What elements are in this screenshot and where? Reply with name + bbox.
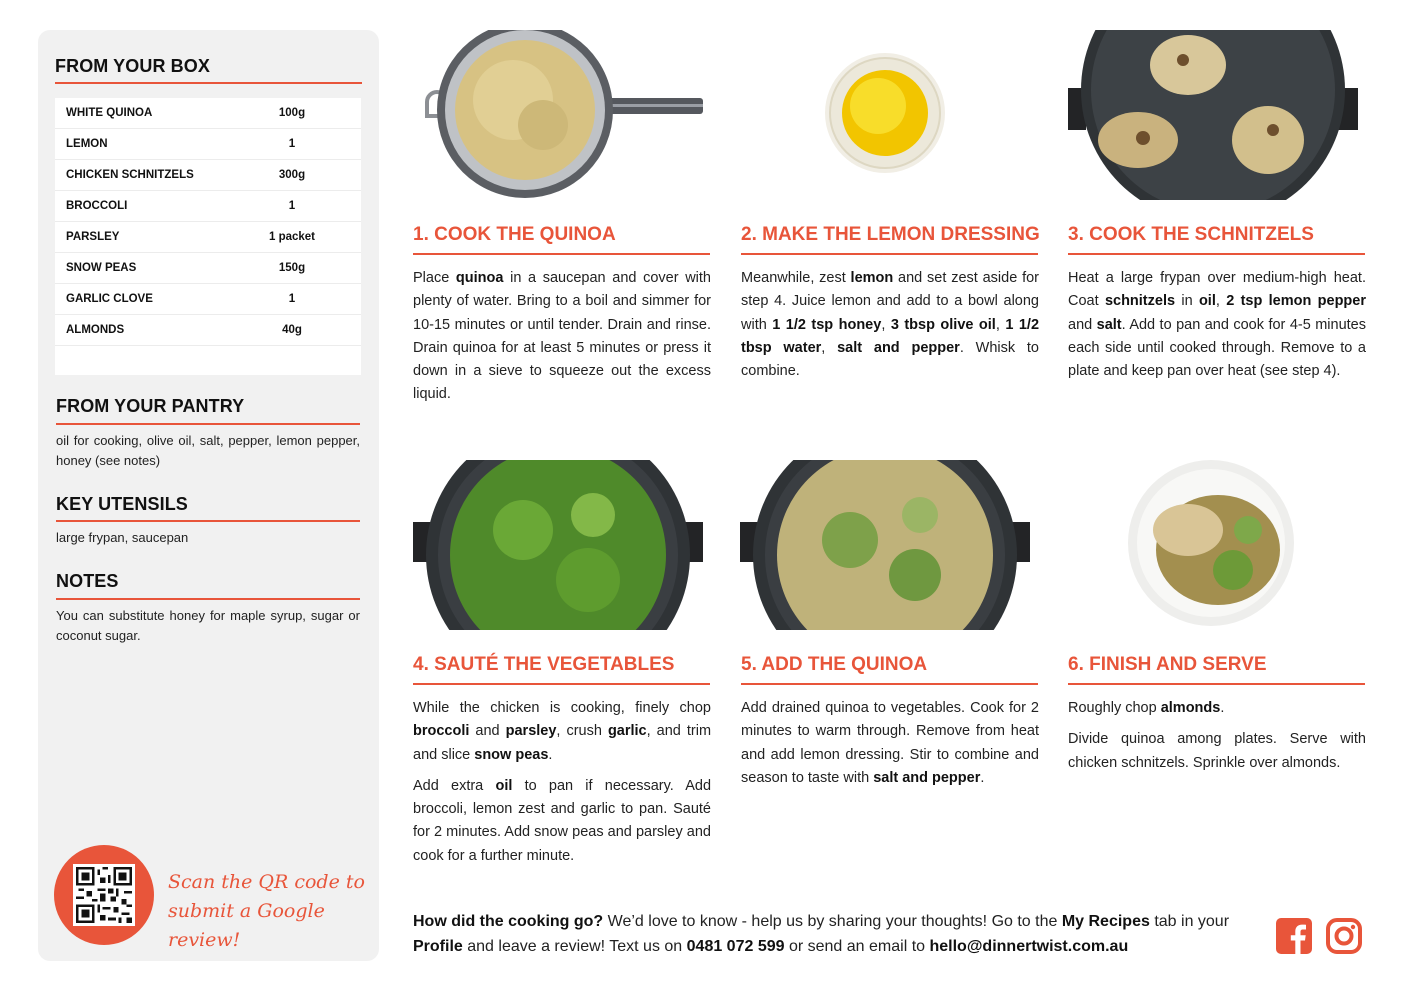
step-title: 4. SAUTÉ THE VEGETABLES bbox=[413, 654, 675, 675]
facebook-icon[interactable] bbox=[1276, 918, 1312, 954]
text-run: schnitzels bbox=[1104, 293, 1176, 310]
step-paragraph bbox=[1068, 728, 1366, 775]
text-run: How did the cooking go? bbox=[413, 913, 604, 930]
ingredient-name: SNOW PEAS bbox=[66, 262, 137, 274]
step-title: 6. FINISH AND SERVE bbox=[1068, 654, 1267, 675]
text-run: 2 tsp lemon pepper bbox=[1226, 293, 1366, 310]
ingredient-qty: 150g bbox=[278, 262, 306, 274]
text-run: and bbox=[1068, 316, 1097, 333]
title-divider bbox=[55, 82, 362, 84]
step-paragraph bbox=[1068, 267, 1366, 383]
pantry-text: oil for cooking, olive oil, salt, pepper, lemon pepper, honey (see notes) bbox=[56, 433, 360, 468]
text-run: 1 1/2 tsp honey bbox=[772, 316, 882, 333]
ingredient-row bbox=[55, 191, 361, 222]
notes-text: You can substitute honey for maple syrup, sugar or coconut sugar. bbox=[56, 608, 360, 643]
ingredient-qty: 1 bbox=[288, 200, 296, 212]
text-run: Heat a large frypan over medium-high heat. Coat bbox=[1068, 270, 1366, 310]
text-run: parsley bbox=[505, 723, 557, 740]
step-body bbox=[741, 697, 1039, 790]
ingredient-qty: 1 bbox=[288, 293, 296, 305]
text-run: Place bbox=[413, 270, 456, 286]
key-utensils-title: KEY UTENSILS bbox=[56, 494, 188, 514]
text-run: broccoli bbox=[413, 723, 470, 740]
text-run: We’d love to know - help us by sharing your thoughts! Go to the bbox=[603, 913, 1062, 930]
qr-code-icon[interactable] bbox=[73, 864, 135, 926]
qr-caption-line: Scan the QR code to bbox=[168, 871, 365, 893]
text-run: Add drained quinoa to vegetables. Cook for 2 minutes to warm through. Remove from heat and add lemon dressing. Stir to combine and season to taste with bbox=[741, 700, 1039, 786]
step-title: 5. ADD THE QUINOA bbox=[741, 654, 928, 675]
text-run: oil bbox=[495, 777, 513, 794]
ingredient-name: WHITE QUINOA bbox=[66, 107, 153, 119]
text-run: Add extra bbox=[413, 777, 496, 794]
step-title: 1. COOK THE QUINOA bbox=[413, 224, 616, 245]
step-paragraph bbox=[741, 697, 1039, 790]
text-run: , and trim and slice bbox=[413, 723, 712, 763]
text-run: . Whisk to combine. bbox=[741, 339, 1039, 380]
text-run: Meanwhile, zest bbox=[741, 270, 851, 286]
qr-caption bbox=[168, 868, 368, 955]
text-run: . bbox=[980, 769, 985, 786]
ingredient-name: LEMON bbox=[66, 138, 108, 150]
ingredient-name: CHICKEN SCHNITZELS bbox=[66, 169, 194, 181]
text-run: quinoa bbox=[455, 270, 504, 286]
ingredient-row bbox=[55, 129, 361, 160]
text-run: and set zest aside for step 4. Juice lemon and add to a bowl along with bbox=[741, 270, 1039, 333]
quinoa-vegetables-photo bbox=[740, 460, 1030, 630]
step-body bbox=[413, 267, 711, 407]
text-run: , bbox=[995, 316, 1006, 333]
text-run: . Add to pan and cook for 4-5 minutes each side until cooked through. Remove to a plate and keep pan over heat (see step 4). bbox=[1068, 316, 1366, 380]
from-your-pantry-title: FROM YOUR PANTRY bbox=[56, 396, 245, 416]
step-divider bbox=[413, 253, 710, 255]
step-paragraph bbox=[741, 267, 1039, 383]
saute-vegetables-photo bbox=[413, 460, 703, 630]
step-paragraph bbox=[413, 697, 711, 767]
qr-caption-line: submit a Google review! bbox=[168, 900, 325, 951]
text-run: , bbox=[881, 316, 891, 333]
ingredient-row bbox=[55, 98, 361, 129]
step-paragraph bbox=[413, 775, 711, 868]
text-run: , bbox=[821, 339, 838, 356]
finished-plate-photo bbox=[1068, 460, 1358, 630]
text-run: Divide quinoa among plates. Serve with chicken schnitzels. Sprinkle over almonds. bbox=[1068, 731, 1366, 771]
ingredient-name: ALMONDS bbox=[66, 324, 125, 336]
quinoa-strainer-photo bbox=[413, 30, 703, 200]
text-run: . bbox=[548, 746, 553, 763]
from-your-box-title: FROM YOUR BOX bbox=[55, 56, 210, 76]
step-divider bbox=[1068, 253, 1365, 255]
step-body bbox=[1068, 697, 1366, 775]
lemon-dressing-photo bbox=[740, 30, 1030, 200]
text-run: or send an email to bbox=[784, 938, 930, 955]
step-paragraph bbox=[413, 267, 711, 407]
text-run: salt bbox=[1096, 316, 1122, 333]
ingredient-name: GARLIC CLOVE bbox=[66, 293, 153, 305]
text-run: tab in your bbox=[1149, 913, 1230, 930]
sidebar bbox=[38, 30, 379, 961]
ingredient-qty: 40g bbox=[282, 324, 302, 336]
ingredient-qty: 1 packet bbox=[268, 231, 316, 243]
instagram-icon[interactable] bbox=[1326, 918, 1362, 954]
text-run: and leave a review! Text us on bbox=[462, 938, 687, 955]
step-divider bbox=[741, 253, 1038, 255]
text-run: salt and pepper bbox=[837, 339, 960, 356]
title-divider bbox=[56, 598, 360, 600]
ingredient-row bbox=[55, 160, 361, 191]
text-run: , crush bbox=[556, 723, 608, 740]
text-run: salt and pepper bbox=[873, 769, 981, 786]
text-run: and bbox=[469, 723, 506, 740]
text-run: Profile bbox=[413, 938, 463, 955]
title-divider bbox=[56, 520, 360, 522]
text-run: lemon bbox=[850, 270, 894, 286]
step-title: 3. COOK THE SCHNITZELS bbox=[1068, 224, 1314, 245]
feedback-footer bbox=[413, 909, 1263, 959]
qr-badge[interactable] bbox=[54, 845, 154, 945]
text-run: in a saucepan and cover with plenty of water. Bring to a boil and simmer for 10-15 minutes or until tender. Drain and rinse. Drain quinoa for at least 5 minutes or press it down in a sieve to squeeze out the excess liquid. bbox=[413, 270, 711, 403]
notes-title: NOTES bbox=[56, 571, 119, 591]
text-run: to pan if necessary. Add broccoli, lemon zest and garlic to pan. Sauté for 2 minutes. Add snow peas and parsley and cook for a further minute. bbox=[413, 777, 712, 864]
text-run: 1 1/2 tbsp water bbox=[741, 316, 1040, 356]
step-body bbox=[413, 697, 711, 868]
step-paragraph bbox=[1068, 697, 1366, 720]
text-run: oil bbox=[1198, 293, 1216, 310]
schnitzels-pan-photo bbox=[1068, 30, 1358, 200]
text-run: Roughly chop bbox=[1068, 700, 1161, 716]
ingredient-qty: 100g bbox=[278, 107, 306, 119]
ingredient-name: BROCCOLI bbox=[66, 200, 128, 212]
text-run: . bbox=[1220, 700, 1225, 716]
ingredient-qty: 300g bbox=[278, 169, 306, 181]
text-run: garlic bbox=[607, 723, 647, 740]
text-run: 3 tbsp olive oil bbox=[890, 316, 996, 333]
text-run: snow peas bbox=[474, 746, 549, 763]
step-body bbox=[1068, 267, 1366, 383]
ingredient-row bbox=[55, 284, 361, 315]
step-body bbox=[741, 267, 1039, 383]
ingredient-qty: 1 bbox=[288, 138, 296, 150]
contact-link[interactable]: hello@dinnertwist.com.au bbox=[929, 938, 1129, 955]
text-run: While the chicken is cooking, finely chop bbox=[413, 700, 711, 716]
text-run: , bbox=[1215, 293, 1227, 310]
step-divider bbox=[1068, 683, 1365, 685]
utensils-text: large frypan, saucepan bbox=[56, 530, 189, 545]
text-run: almonds bbox=[1160, 700, 1221, 716]
text-run: in bbox=[1175, 293, 1199, 310]
step-divider bbox=[413, 683, 710, 685]
text-run: My Recipes bbox=[1061, 913, 1150, 930]
ingredient-name: PARSLEY bbox=[66, 231, 120, 243]
contact-link[interactable]: 0481 072 599 bbox=[686, 938, 785, 955]
step-divider bbox=[741, 683, 1038, 685]
step-title: 2. MAKE THE LEMON DRESSING bbox=[741, 224, 1040, 245]
ingredient-row bbox=[55, 253, 361, 284]
ingredient-row bbox=[55, 315, 361, 346]
title-divider bbox=[56, 423, 360, 425]
ingredient-row bbox=[55, 222, 361, 253]
ingredients-table bbox=[55, 98, 361, 375]
